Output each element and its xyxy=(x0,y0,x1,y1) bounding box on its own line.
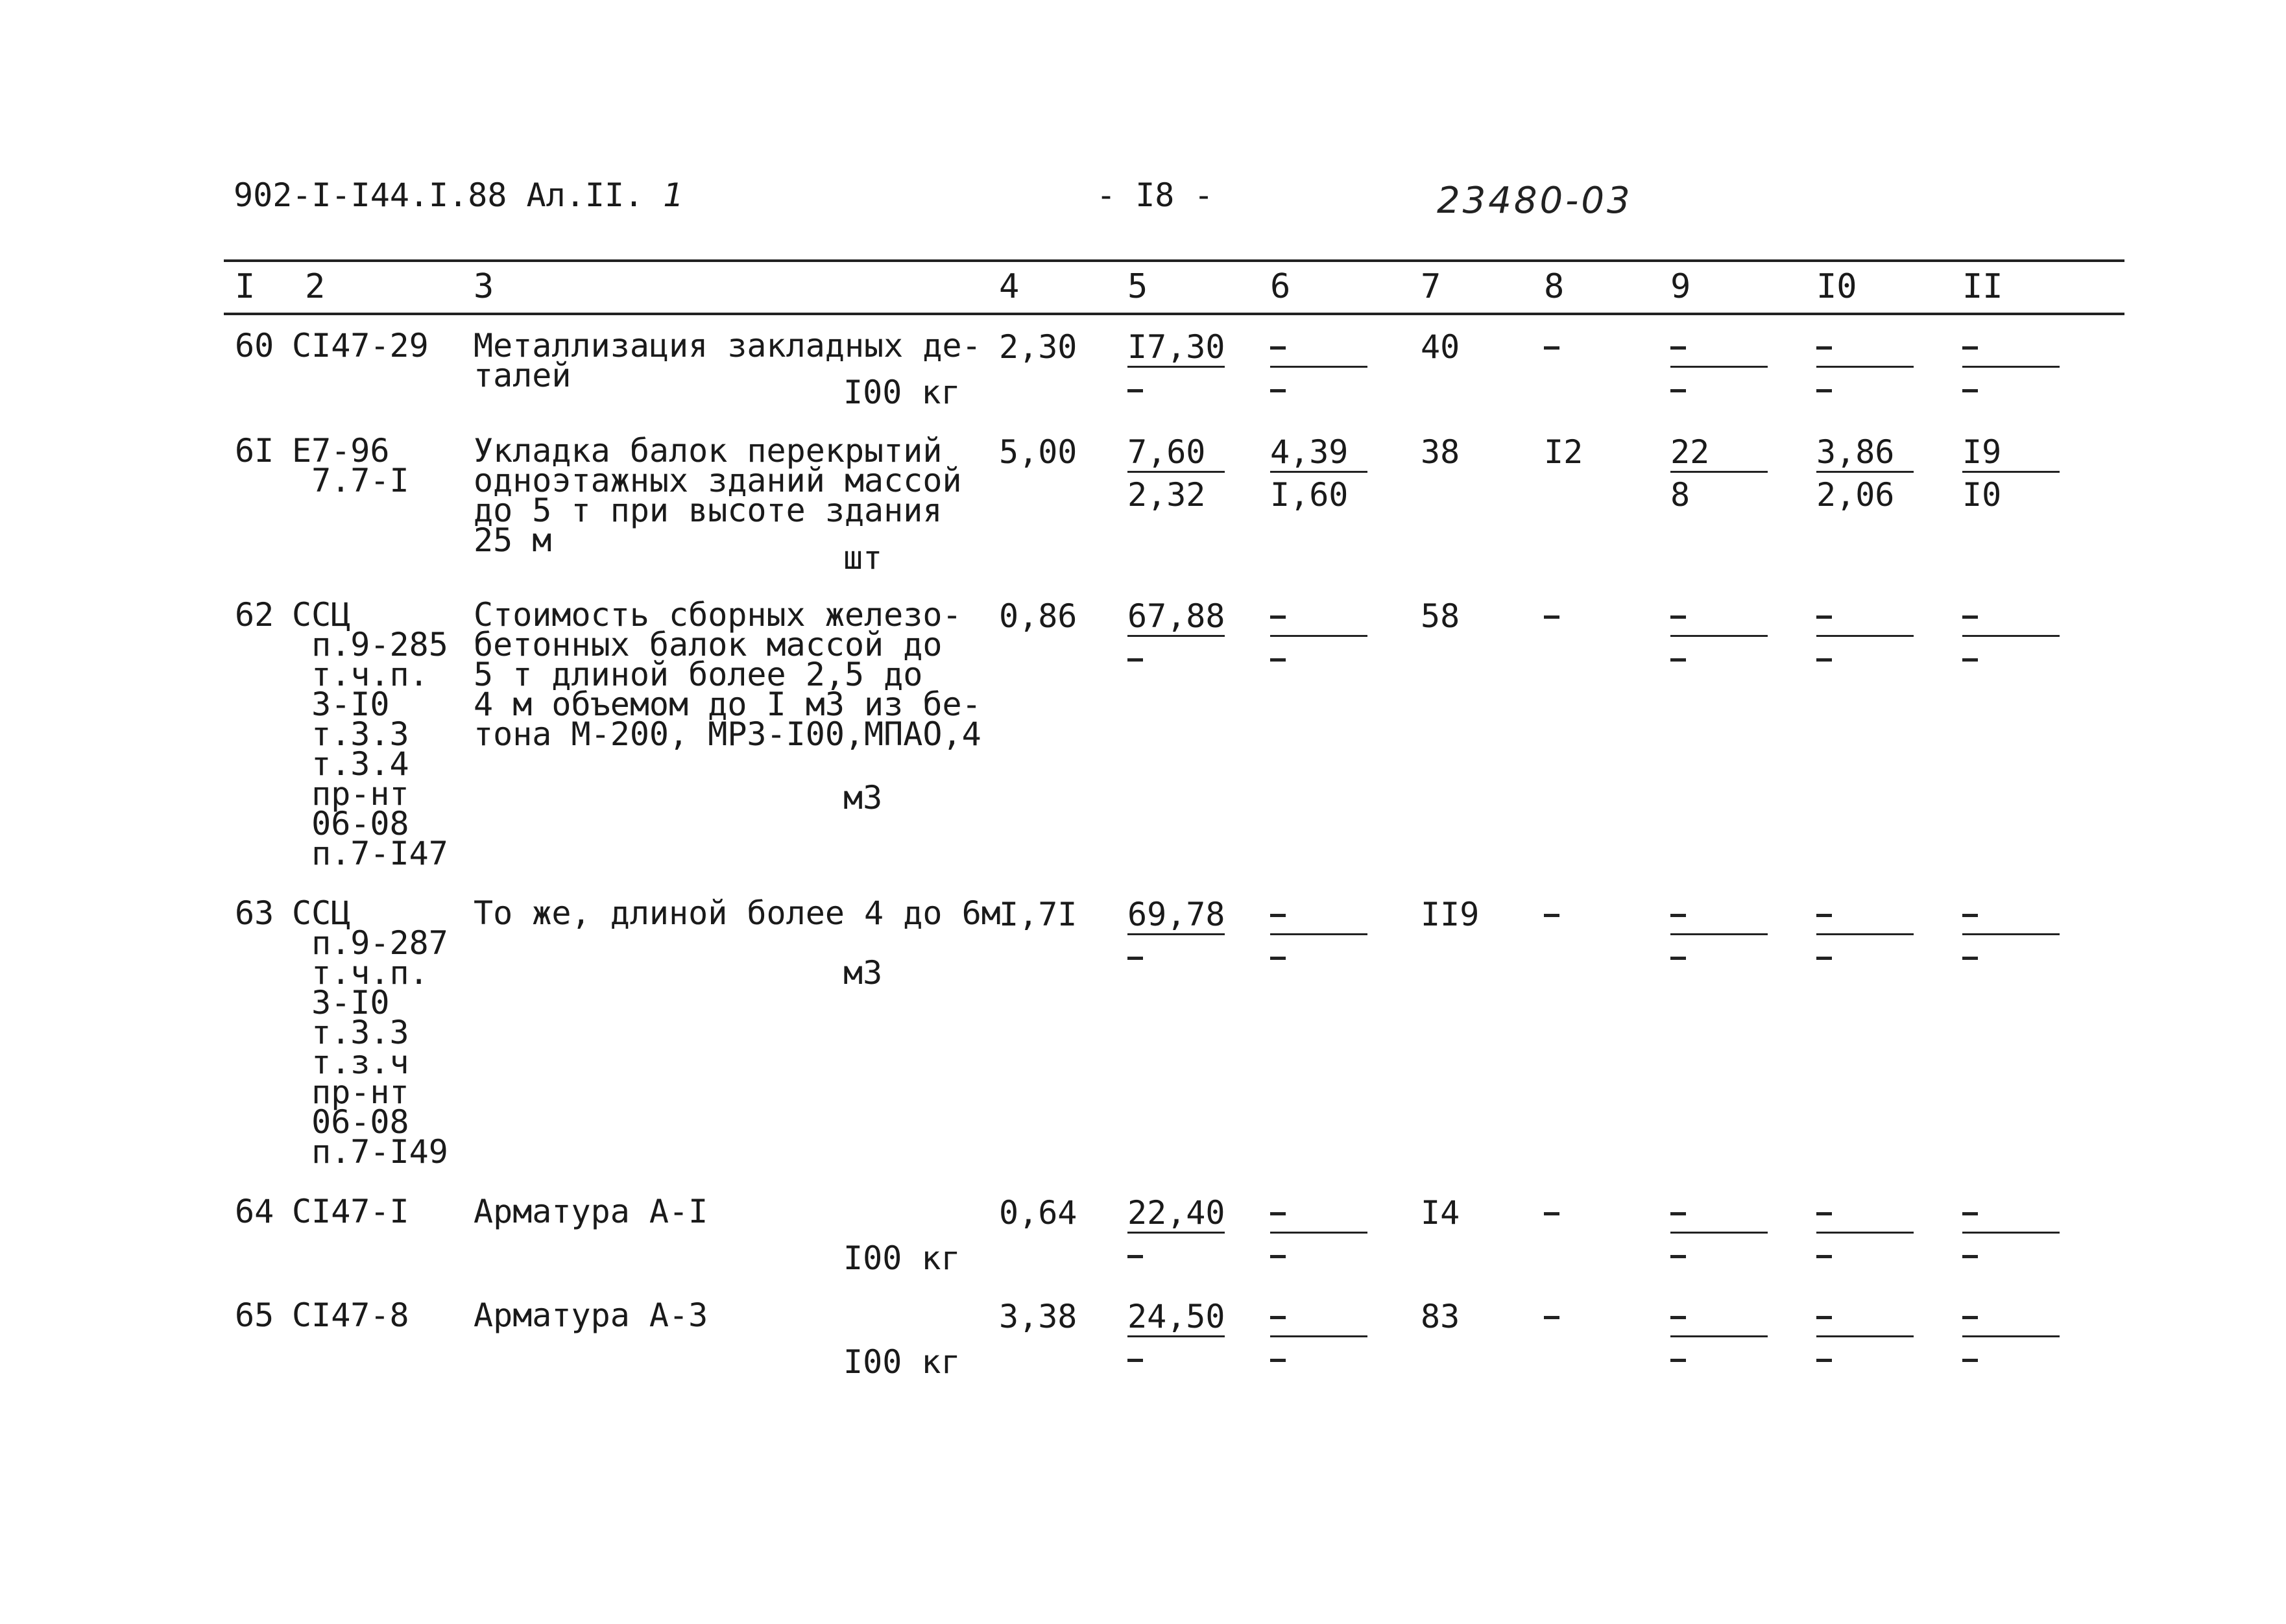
work-description: Металлизация закладных де- талей xyxy=(474,327,981,394)
column-10-top: 3,86 xyxy=(1816,433,1895,471)
column-10-top-dash xyxy=(1816,1212,1832,1215)
column-10-bottom-dash xyxy=(1816,957,1832,960)
column-11-bottom-dash xyxy=(1962,1255,1978,1258)
column-9-fraction-line xyxy=(1670,366,1768,368)
column-9-top: 22 xyxy=(1670,433,1710,471)
column-11-top-dash xyxy=(1962,346,1978,350)
column-10-fraction-line xyxy=(1816,366,1914,368)
column-5-top: 22,40 xyxy=(1127,1194,1225,1232)
measure-unit: I00 кг xyxy=(843,1239,961,1277)
row-number: 6I xyxy=(235,432,274,470)
column-11-bottom-dash xyxy=(1962,389,1978,392)
column-6-fraction-line xyxy=(1270,471,1367,473)
column-10-bottom-dash xyxy=(1816,1255,1832,1258)
column-6-bottom-dash xyxy=(1270,1255,1286,1258)
table-header-rule xyxy=(224,313,2124,315)
measure-unit: I00 кг xyxy=(843,374,961,411)
norm-code: CI47-29 xyxy=(292,327,429,364)
column-9-bottom: 8 xyxy=(1670,476,1690,514)
column-7-value: 38 xyxy=(1421,433,1460,471)
column-10-fraction-line xyxy=(1816,471,1914,473)
column-8-value: I2 xyxy=(1544,433,1583,471)
column-10-bottom: 2,06 xyxy=(1816,476,1895,514)
quantity: 3,38 xyxy=(999,1298,1077,1335)
column-header-4: 4 xyxy=(999,267,1020,306)
column-6-top-dash xyxy=(1270,346,1286,350)
column-header-5: 5 xyxy=(1127,267,1148,306)
column-11-fraction-line xyxy=(1962,471,2060,473)
column-11-top-dash xyxy=(1962,1316,1978,1319)
column-11-fraction-line xyxy=(1962,1335,2060,1337)
column-header-9: 9 xyxy=(1670,267,1691,306)
norm-code: ССЦ п.9-287 т.ч.п. 3-I0 т.3.3 т.з.ч пр-нт 06-08 п.7-I49 xyxy=(292,894,448,1171)
column-7-value: 83 xyxy=(1421,1298,1460,1335)
document-code xyxy=(234,176,684,214)
column-10-fraction-line xyxy=(1816,933,1914,935)
norm-code: CI47-8 xyxy=(292,1296,409,1334)
column-9-fraction-line xyxy=(1670,1335,1768,1337)
quantity: I,7I xyxy=(999,896,1077,933)
column-7-value: II9 xyxy=(1421,896,1480,933)
table-top-rule xyxy=(224,259,2124,262)
column-9-fraction-line xyxy=(1670,635,1768,637)
column-10-bottom-dash xyxy=(1816,658,1832,662)
row-number: 60 xyxy=(235,327,274,364)
column-10-top-dash xyxy=(1816,1316,1832,1319)
column-5-fraction-line xyxy=(1127,471,1225,473)
norm-code: E7-96 7.7-I xyxy=(292,432,409,499)
column-5-top: 69,78 xyxy=(1127,896,1225,933)
column-9-fraction-line xyxy=(1670,1232,1768,1234)
row-number: 63 xyxy=(235,894,274,932)
column-6-top-dash xyxy=(1270,615,1286,619)
column-5-bottom-dash xyxy=(1127,1255,1143,1258)
row-number: 62 xyxy=(235,596,274,634)
norm-code: ССЦ п.9-285 т.ч.п. 3-I0 т.3.3 т.3.4 пр-нт 06-08 п.7-I47 xyxy=(292,596,448,872)
column-9-bottom-dash xyxy=(1670,957,1686,960)
column-9-top-dash xyxy=(1670,346,1686,350)
column-6-bottom-dash xyxy=(1270,658,1286,662)
column-10-fraction-line xyxy=(1816,1232,1914,1234)
column-6-top: 4,39 xyxy=(1270,433,1349,471)
column-9-fraction-line xyxy=(1670,933,1768,935)
column-11-bottom-dash xyxy=(1962,957,1978,960)
quantity: 0,64 xyxy=(999,1194,1077,1232)
column-10-top-dash xyxy=(1816,346,1832,350)
column-11-top: I9 xyxy=(1962,433,2002,471)
row-number: 65 xyxy=(235,1296,274,1334)
column-6-bottom-dash xyxy=(1270,957,1286,960)
column-9-bottom-dash xyxy=(1670,1255,1686,1258)
column-11-top-dash xyxy=(1962,615,1978,619)
work-description: Арматура А-3 xyxy=(474,1296,708,1334)
column-7-value: 40 xyxy=(1421,328,1460,366)
norm-code: CI47-I xyxy=(292,1193,409,1230)
column-6-bottom: I,60 xyxy=(1270,476,1349,514)
column-11-bottom-dash xyxy=(1962,658,1978,662)
column-6-bottom-dash xyxy=(1270,389,1286,392)
column-7-value: 58 xyxy=(1421,597,1460,635)
column-9-top-dash xyxy=(1670,1316,1686,1319)
column-header-11: II xyxy=(1962,267,2003,306)
column-6-top-dash xyxy=(1270,1316,1286,1319)
column-5-fraction-line xyxy=(1127,1232,1225,1234)
column-5-top: I7,30 xyxy=(1127,328,1225,366)
column-9-bottom-dash xyxy=(1670,389,1686,392)
column-header-1: I xyxy=(235,267,256,306)
column-10-bottom-dash xyxy=(1816,1359,1832,1362)
column-6-fraction-line xyxy=(1270,933,1367,935)
column-9-top-dash xyxy=(1670,1212,1686,1215)
column-6-top-dash xyxy=(1270,1212,1286,1215)
column-5-fraction-line xyxy=(1127,1335,1225,1337)
column-6-bottom-dash xyxy=(1270,1359,1286,1362)
column-9-fraction-line xyxy=(1670,471,1768,473)
column-8-dash xyxy=(1544,346,1559,350)
measure-unit: м3 xyxy=(843,954,883,992)
column-6-fraction-line xyxy=(1270,1232,1367,1234)
measure-unit: шт xyxy=(843,539,883,577)
column-11-fraction-line xyxy=(1962,635,2060,637)
column-8-dash xyxy=(1544,914,1559,917)
column-header-2: 2 xyxy=(305,267,326,306)
quantity: 5,00 xyxy=(999,433,1077,471)
column-header-6: 6 xyxy=(1270,267,1291,306)
column-8-dash xyxy=(1544,615,1559,619)
column-10-top-dash xyxy=(1816,914,1832,917)
column-header-8: 8 xyxy=(1544,267,1565,306)
column-header-3: 3 xyxy=(474,267,494,306)
column-8-dash xyxy=(1544,1212,1559,1215)
column-10-bottom-dash xyxy=(1816,389,1832,392)
quantity: 0,86 xyxy=(999,597,1077,635)
column-10-top-dash xyxy=(1816,615,1832,619)
column-5-top: 67,88 xyxy=(1127,597,1225,635)
measure-unit: м3 xyxy=(843,779,883,817)
column-5-fraction-line xyxy=(1127,933,1225,935)
column-5-top: 24,50 xyxy=(1127,1298,1225,1335)
column-8-dash xyxy=(1544,1316,1559,1319)
registration-number: 23480-03 xyxy=(1437,180,1633,222)
row-number: 64 xyxy=(235,1193,274,1230)
handwritten-mark: 1 xyxy=(663,176,684,214)
column-7-value: I4 xyxy=(1421,1194,1460,1232)
work-description: Арматура А-I xyxy=(474,1193,708,1230)
work-description: Укладка балок перекрытий одноэтажных зданий массой до 5 т при высоте здания 25 м xyxy=(474,432,962,559)
column-5-fraction-line xyxy=(1127,366,1225,368)
column-5-fraction-line xyxy=(1127,635,1225,637)
column-10-fraction-line xyxy=(1816,1335,1914,1337)
column-10-fraction-line xyxy=(1816,635,1914,637)
column-5-bottom-dash xyxy=(1127,658,1143,662)
column-11-bottom: I0 xyxy=(1962,476,2002,514)
column-5-bottom-dash xyxy=(1127,389,1143,392)
column-11-top-dash xyxy=(1962,1212,1978,1215)
column-11-fraction-line xyxy=(1962,933,2060,935)
column-6-fraction-line xyxy=(1270,635,1367,637)
column-5-top: 7,60 xyxy=(1127,433,1206,471)
column-5-bottom: 2,32 xyxy=(1127,476,1206,514)
work-description: То же, длиной более 4 до 6м xyxy=(474,894,1001,932)
page-number: - I8 - xyxy=(1096,176,1214,214)
column-9-top-dash xyxy=(1670,914,1686,917)
column-6-fraction-line xyxy=(1270,366,1367,368)
column-9-bottom-dash xyxy=(1670,658,1686,662)
document-code-text: 902-I-I44.I.88 Ал.II. xyxy=(234,176,644,214)
column-header-7: 7 xyxy=(1421,267,1441,306)
column-5-bottom-dash xyxy=(1127,957,1143,960)
column-11-top-dash xyxy=(1962,914,1978,917)
work-description: Стоимость сборных железо- бетонных балок массой до 5 т длиной более 2,5 до 4 м объемом до I м3 из бе- тона М-200, МРЗ-I00,МПАО,4 xyxy=(474,596,981,753)
column-9-top-dash xyxy=(1670,615,1686,619)
column-11-fraction-line xyxy=(1962,366,2060,368)
column-11-bottom-dash xyxy=(1962,1359,1978,1362)
column-9-bottom-dash xyxy=(1670,1359,1686,1362)
column-11-fraction-line xyxy=(1962,1232,2060,1234)
column-6-fraction-line xyxy=(1270,1335,1367,1337)
quantity: 2,30 xyxy=(999,328,1077,366)
column-6-top-dash xyxy=(1270,914,1286,917)
column-header-10: I0 xyxy=(1816,267,1857,306)
column-5-bottom-dash xyxy=(1127,1359,1143,1362)
measure-unit: I00 кг xyxy=(843,1343,961,1381)
